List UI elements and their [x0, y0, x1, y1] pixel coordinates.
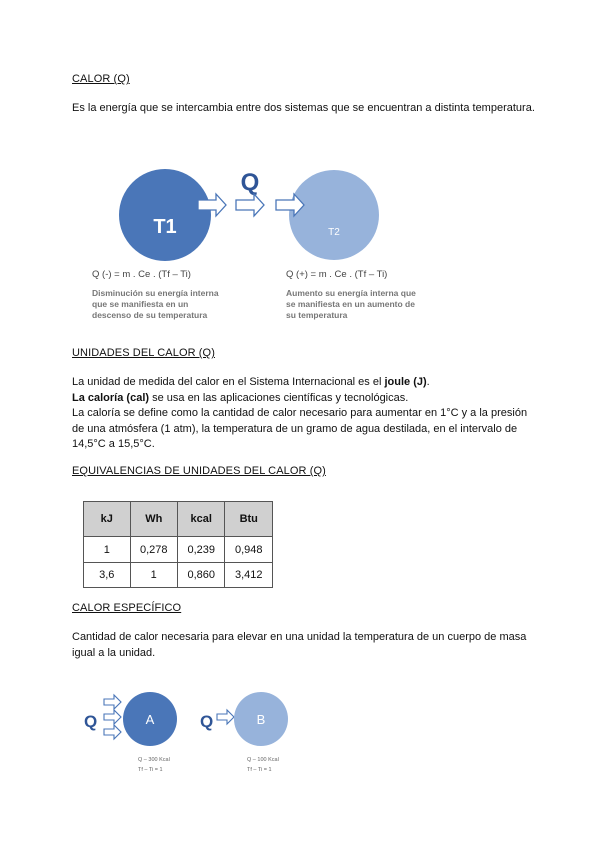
caption-b-line: Q – 100 Kcal	[247, 757, 279, 763]
table-cell: 3,6	[84, 563, 131, 588]
label-q: Q	[240, 169, 260, 196]
label-a: A	[145, 712, 155, 727]
table-header-cell: kcal	[177, 502, 224, 537]
label-b: B	[256, 712, 266, 727]
caption-left-line: descenso de su temperatura	[92, 310, 208, 320]
caption-right-line: su temperatura	[286, 310, 348, 320]
caption-left-line: Disminución su energía interna	[92, 288, 219, 298]
caption-right-line: Aumento su energía interna que	[286, 288, 416, 298]
arrow-right-icon	[104, 710, 121, 724]
caption-right-line: se manifiesta en un aumento de	[286, 299, 415, 309]
caption-a-line: Tf – Ti = 1	[138, 767, 163, 773]
table-header-cell: Wh	[130, 502, 177, 537]
label-q-right: Q	[200, 712, 214, 731]
heading-equivalencias: EQUIVALENCIAS DE UNIDADES DEL CALOR (Q)	[72, 465, 326, 477]
label-q-left: Q	[84, 712, 98, 731]
heading-calor: CALOR (Q)	[72, 73, 130, 85]
table-cell: 0,278	[130, 537, 177, 563]
caption-left-line: que se manifiesta en un	[92, 299, 189, 309]
table-cell: 0,860	[177, 563, 224, 588]
circle-t1	[119, 169, 211, 261]
arrow-right-icon	[236, 194, 264, 216]
specific-heat-diagram	[76, 686, 306, 781]
label-t1: T1	[153, 216, 177, 238]
table-row	[84, 537, 273, 563]
paragraph-unidades	[72, 375, 542, 453]
heading-unidades: UNIDADES DEL CALOR (Q)	[72, 347, 215, 359]
table-header-cell: Btu	[225, 502, 273, 537]
table-cell: 1	[84, 537, 131, 563]
formula-left: Q (-) = m . Ce . (Tf – Ti)	[92, 269, 191, 280]
table-header-cell: kJ	[84, 502, 131, 537]
table-cell: 0,239	[177, 537, 224, 563]
unidades-line-2: La caloría (cal) se usa en las aplicaciones científicas y tecnológicas.	[72, 391, 409, 404]
arrow-right-icon	[104, 725, 121, 739]
unidades-line-1: La unidad de medida del calor en el Sistema Internacional es el joule (J).	[72, 376, 430, 388]
equivalences-table	[83, 501, 273, 588]
arrow-right-icon	[104, 695, 121, 709]
table-row	[84, 563, 273, 588]
circle-t2	[289, 170, 379, 260]
caption-b-line: Tf – Ti = 1	[247, 767, 272, 773]
label-t2: T2	[328, 227, 340, 238]
paragraph-calor-definition: Es la energía que se intercambia entre dos sistemas que se encuentran a distinta temperatura.	[72, 102, 535, 114]
table-header-row	[84, 502, 273, 537]
paragraph-calor-especifico: Cantidad de calor necesaria para elevar en una unidad la temperatura de un cuerpo de masa igual a la unidad.	[72, 631, 527, 659]
table-cell: 1	[130, 563, 177, 588]
heat-transfer-diagram	[80, 158, 460, 328]
table-cell: 0,948	[225, 537, 273, 563]
arrow-right-icon	[217, 710, 234, 724]
unidades-line-3: La caloría se define como la cantidad de calor necesario para aumentar en 1°C y a la presión de una atmósfera (1 atm), la temperatura de un gramo de agua destilada, en el intervalo de 14,5°C a 15,5°C.	[72, 407, 528, 450]
formula-right: Q (+) = m . Ce . (Tf – Ti)	[286, 269, 388, 280]
table-cell: 3,412	[225, 563, 273, 588]
caption-a-line: Q – 300 Kcal	[138, 757, 170, 763]
heading-calor-especifico: CALOR ESPECÍFICO	[72, 602, 182, 614]
